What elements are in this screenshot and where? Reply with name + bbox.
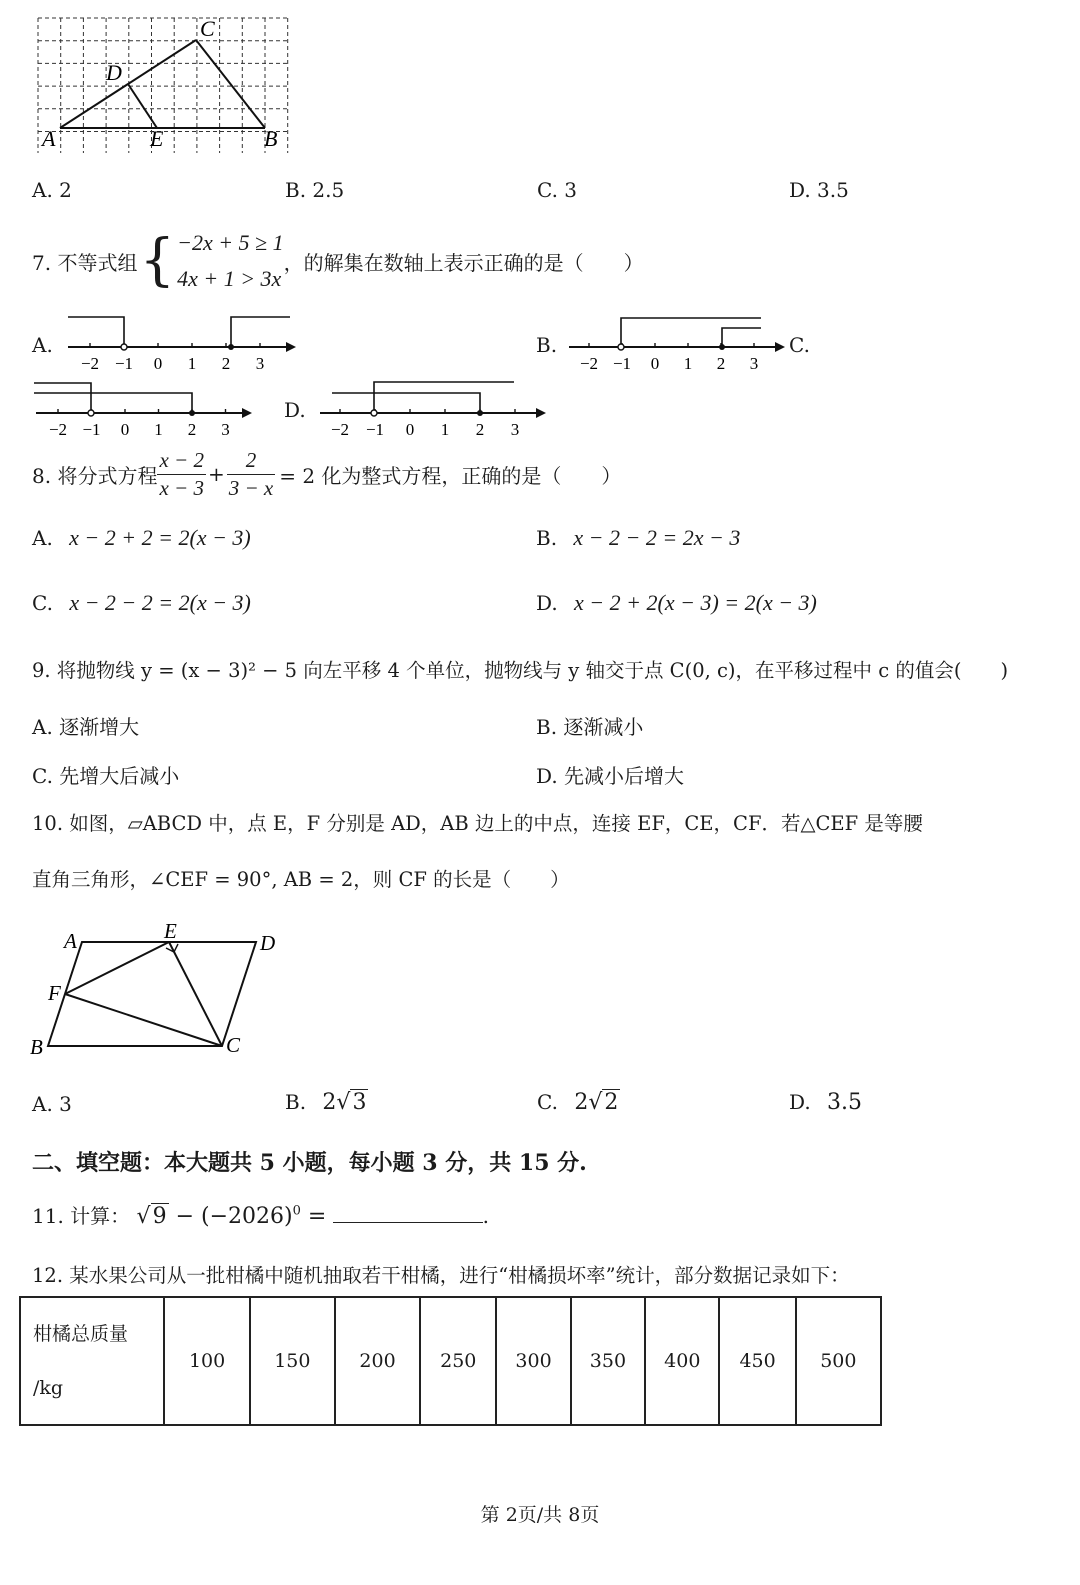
tick-label: 1 (154, 420, 163, 439)
q10-option-b-expr: 2√3 (322, 1090, 367, 1115)
q8-plus: + (207, 462, 225, 486)
q8-stem-prefix: 8. 将分式方程 (32, 463, 158, 488)
q8-fraction-2-numerator: 2 (227, 447, 276, 474)
q11-expression: $√9 - (-2026)^0$ = (136, 1203, 327, 1229)
q6-option-c[interactable]: C. 3 (537, 178, 578, 202)
q11-prefix: 11. 计算： (32, 1204, 131, 1228)
q12-value-cell: 450 (719, 1297, 795, 1425)
q10-stem-line-1: 10. 如图，▱ABCD 中，点 E，F 分别是 AD，AB 边上的中点，连接 EF，CE，CF．若△CEF 是等腰 (32, 812, 923, 835)
tick-label: 2 (716, 354, 726, 373)
q8-option-a-label: A. (32, 526, 53, 550)
tick-label: −1 (82, 420, 101, 439)
q12-header-cell (20, 1297, 164, 1425)
q12-value-cell: 100 (164, 1297, 249, 1425)
q10-label-C: C (226, 1033, 241, 1057)
tick-label: 2 (187, 420, 197, 439)
tick-label: −2 (579, 354, 599, 373)
q6-label-B: B (264, 126, 278, 151)
q12-header-line-2: /kg (33, 1377, 64, 1399)
q6-label-E: E (150, 126, 164, 151)
q8-stem (32, 446, 621, 502)
q8-fraction-2-denominator: 3 − x (228, 475, 274, 500)
q10-label-E: E (164, 919, 177, 943)
q7-number-line-a[interactable] (64, 312, 304, 374)
q10-option-d-label: D. (789, 1090, 811, 1114)
q10-option-c-expr: 2√2 (574, 1090, 619, 1115)
q12-stem: 12. 某水果公司从一批柑橘中随机抽取若干柑橘，进行“柑橘损坏率”统计，部分数据记录如下： (32, 1264, 850, 1287)
q12-value-cell: 250 (420, 1297, 496, 1425)
q8-option-b-label: B. (536, 526, 558, 550)
segment-DE (128, 84, 157, 128)
q8-option-b[interactable] (536, 525, 740, 551)
q8-stem-suffix: = 2 化为整式方程，正确的是（ ） (279, 463, 622, 488)
tick-label: 0 (153, 354, 163, 373)
q8-option-c-label: C. (32, 591, 53, 615)
q12-value-cell: 500 (796, 1297, 881, 1425)
table-row (20, 1297, 881, 1425)
tick-label: 0 (650, 354, 660, 373)
q8-option-c[interactable] (32, 590, 251, 616)
q8-option-d-label: D. (536, 591, 558, 615)
q10-parallelogram-figure (28, 918, 298, 1063)
q7-inequality-2: 4x + 1 > 3x (177, 266, 282, 291)
q7-number-line-d[interactable] (316, 378, 552, 440)
tick-label: 1 (187, 354, 197, 373)
q7-option-c-label[interactable]: C. (789, 333, 810, 357)
q9-option-a[interactable]: A. 逐渐增大 (32, 715, 140, 739)
tick-label: 3 (255, 354, 265, 373)
q6-option-d[interactable]: D. 3.5 (789, 178, 849, 202)
tick-label: 3 (749, 354, 759, 373)
q7-option-a-label[interactable]: A. (32, 333, 53, 357)
q10-option-b-label: B. (285, 1090, 307, 1114)
tick-label: −2 (48, 420, 68, 439)
q8-option-a[interactable] (32, 525, 251, 551)
tick-label: 3 (510, 420, 520, 439)
tick-label: −1 (612, 354, 632, 373)
q8-fraction-1-denominator: x − 3 (159, 475, 204, 500)
q11-answer-blank[interactable] (333, 1204, 483, 1223)
tick-label: 3 (221, 420, 230, 439)
q7-option-b-label[interactable]: B. (536, 333, 558, 357)
tick-label: 2 (221, 354, 231, 373)
section-2-title: 二、填空题：本大题共 5 小题，每小题 3 分，共 15 分. (32, 1150, 587, 1176)
q8-fraction-1 (157, 447, 206, 501)
q10-option-d[interactable] (789, 1090, 862, 1115)
q12-data-table (19, 1296, 882, 1426)
q7-stem (32, 226, 644, 296)
q8-option-d-expr: x − 2 + 2(x − 3) = 2(x − 3) (574, 590, 817, 615)
q12-value-cell: 300 (496, 1297, 570, 1425)
q9-option-c[interactable]: C. 先增大后减小 (32, 764, 180, 788)
q12-header-line-1: 柑橘总质量 (33, 1323, 129, 1345)
q9-option-d[interactable]: D. 先减小后增大 (536, 764, 685, 788)
q12-value-cell: 400 (645, 1297, 719, 1425)
q8-option-c-expr: x − 2 − 2 = 2(x − 3) (69, 590, 251, 615)
tick-label: −1 (114, 354, 134, 373)
tick-label: 1 (440, 420, 450, 439)
tick-label: 1 (683, 354, 693, 373)
q9-stem: 9. 将抛物线 y = (x − 3)² − 5 向左平移 4 个单位，抛物线与 y 轴交于点 C(0, c)，在平移过程中 c 的值会( ) (32, 659, 1009, 682)
q7-number-line-b[interactable] (565, 312, 795, 374)
q6-option-b[interactable]: B. 2.5 (285, 178, 345, 202)
tick-label: 0 (405, 420, 415, 439)
q11-stem (32, 1200, 489, 1229)
q8-option-b-expr: x − 2 − 2 = 2x − 3 (573, 525, 741, 550)
q12-value-cell: 150 (250, 1297, 335, 1425)
q12-value-cell: 200 (335, 1297, 420, 1425)
q7-inequality-1: −2x + 5 ≥ 1 (177, 230, 284, 255)
q8-option-d[interactable] (536, 590, 817, 616)
q6-label-D: D (106, 60, 122, 85)
q7-option-d-label[interactable]: D. (284, 398, 306, 422)
q10-label-A: A (64, 929, 77, 953)
q7-brace: { (139, 228, 176, 293)
tick-label: 0 (120, 420, 130, 439)
q10-option-b[interactable] (285, 1090, 368, 1115)
q10-label-B: B (30, 1035, 43, 1059)
q7-stem-suffix: ，的解集在数轴上表示正确的是（ ） (283, 250, 644, 275)
q10-label-F: F (48, 981, 61, 1005)
q7-stem-prefix: 7. 不等式组 (32, 250, 138, 275)
q6-grid-figure (20, 8, 320, 153)
tick-label: −2 (80, 354, 100, 373)
q12-value-cell: 350 (571, 1297, 645, 1425)
tick-label: −1 (365, 420, 385, 439)
q10-stem-line-2: 直角三角形，∠CEF = 90°, AB = 2，则 CF 的长是（ ） (32, 868, 570, 891)
q9-option-b[interactable]: B. 逐渐减小 (536, 715, 644, 739)
q10-option-d-value: 3.5 (827, 1090, 863, 1115)
q10-option-c-label: C. (537, 1090, 558, 1114)
q10-option-c[interactable] (537, 1090, 620, 1115)
q8-fraction-1-numerator: x − 2 (157, 447, 206, 474)
q6-option-a[interactable]: A. 2 (32, 178, 72, 202)
q7-system (177, 225, 284, 297)
page-footer: 第 2页/共 8页 (480, 1504, 600, 1526)
q10-option-a[interactable]: A. 3 (32, 1092, 72, 1116)
q10-label-D: D (260, 931, 276, 955)
tick-label: 2 (475, 420, 485, 439)
q8-fraction-2 (227, 447, 276, 501)
q8-option-a-expr: x − 2 + 2 = 2(x − 3) (69, 525, 251, 550)
tick-label: −2 (330, 420, 350, 439)
q6-label-C: C (200, 16, 215, 41)
segment-CB (196, 40, 265, 128)
q6-label-A: A (42, 126, 56, 151)
q7-number-line-c[interactable] (30, 378, 262, 440)
q11-end: . (482, 1204, 490, 1228)
